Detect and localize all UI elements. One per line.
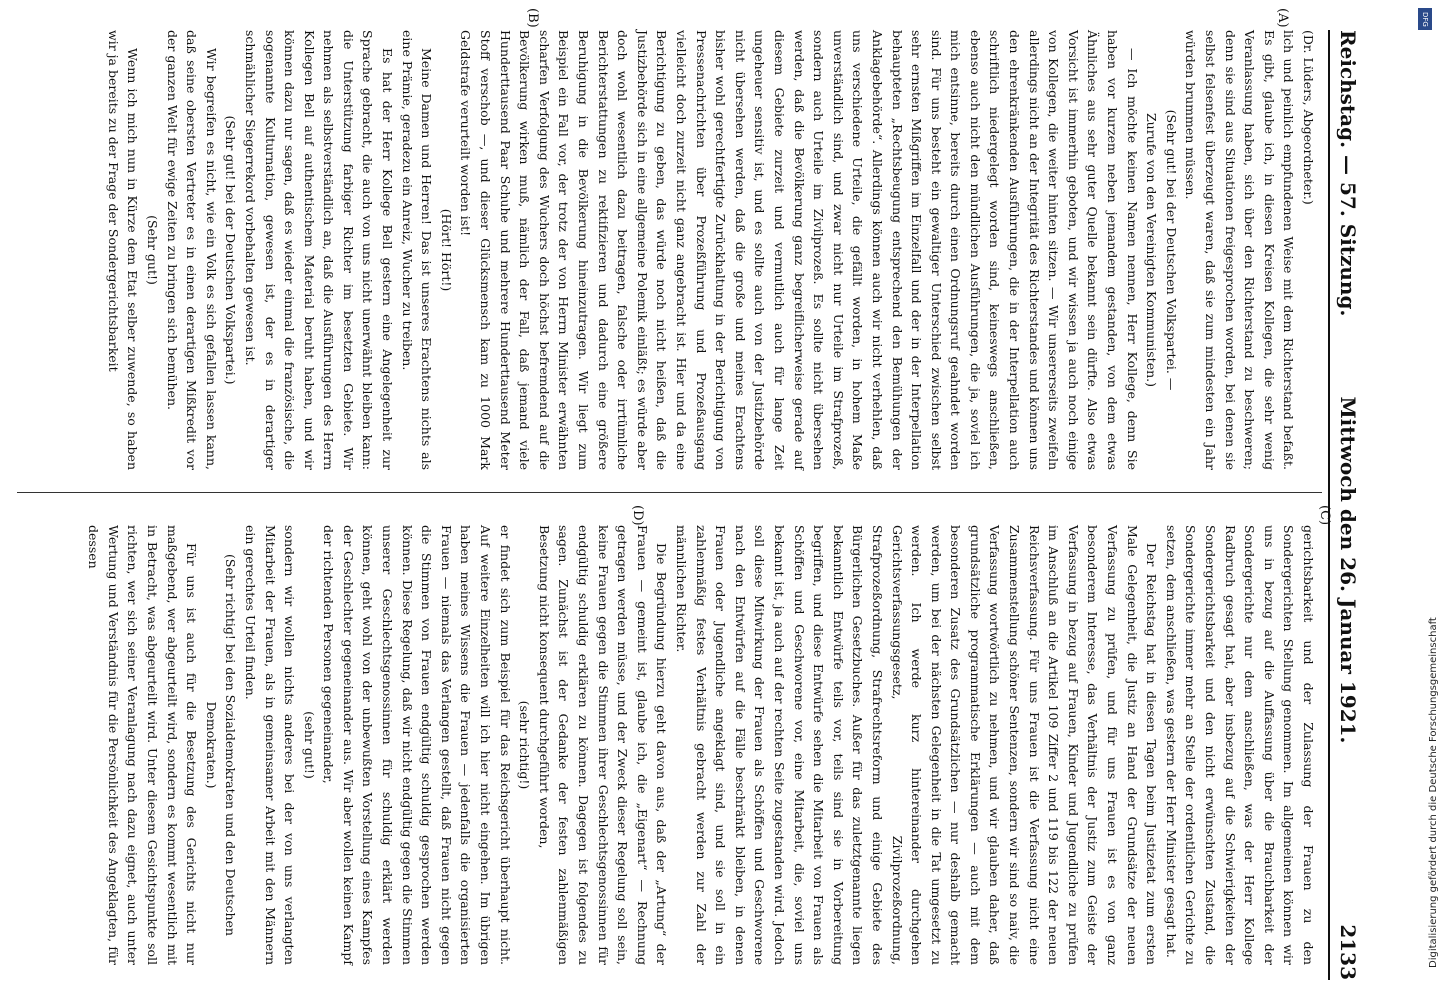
header-left: Reichstag. — 57. Sitzung.	[1336, 30, 1360, 317]
left-column-paragraph: — Ich möchte keinen Namen nennen, Herr Kollege, denn Sie haben vor kurzem neben jemandem gestanden, von dem etwas Ähnliches aus sehr guter Quelle bekannt sein dürfte. Also etwas Vorsicht ist immerhin geboten, und wir wissen ja auch noch einige von Kollegen, die weiter hinten sitzen. — Wir unsererseits zweifeln allerdings nicht an der Integrität des Richterstandes und können uns den ehrenkränkenden Ausführungen, die in der Interpellation auch schriftlich niedergelegt worden sind, keineswegs anschließen, ebenso auch nicht den mündlichen Ausführungen, die ja, soviel ich mich entsinne, bereits durch einen Ordnungsruf geahndet worden sind. Für uns besteht ein gewaltiger Unterschied zwischen selbst sehr ernsten Mißgriffen im Einzelfall und der in der Interpellation behaupteten „Rechtsbeugung entsprechend den Bemühungen der Anklagebehörde“. Allerdings können auch wir nicht verhehlen, daß uns verschiedene Urteile, die gefällt worden, in hohem Maße unverständlich sind, und zwar nicht nur Urteile im Strafprozeß, sondern auch Urteile im Zivilprozeß. Es sollte nicht übersehen werden, daß die Bevölkerung ganz begreiflicherweise gerade auf diesem Gebiete zurzeit und vermutlich auch für lange Zeit ungeheuer sensitiv ist, und es sollte auch von der Justizbehörde nicht übersehen werden, daß die große und meines Erachtens bisher wohl gerechtfertigte Zurückhaltung in der Berichtigung von Pressenachrichten über Prozeßführung und Prozeßausgang vielleicht doch zurzeit nicht ganz angebracht ist. Hier und da eine Berichtigung zu geben, das würde noch nicht heißen, daß die Justizbehörde sich in eine allgemeine Polemik einläßt; es würde aber doch wohl wesentlich dazu beitragen, falsche oder irrtümliche Berichterstattungen zu rektifizieren und dadurch eine größere Beruhigung in die Bevölkerung hineinzutragen. Wir liegt zum Beispiel ein Fall vor, der trotz der von Herrn Minister erwähnten scharfen Verfolgung des Wuchers doch höchst befremdend auf die Bevölkerung wirken muß, nämlich der Fall, daß jemand viele Hunderttausend Paar Schuhe und mehrere Hunderttausend Meter Stoff verschob —, und dieser Glücksmensch kam zu 1000 Mark Geldstrafe verurteilt worden ist!	[458, 30, 1140, 470]
credit-text: Digitalisierung gefördert durch die Deutsche Forschungsgemeinschaft	[1428, 617, 1439, 968]
left-column-paragraph: Zurufe von den Vereinigten Kommunisten.)	[1144, 112, 1160, 387]
page-header	[1328, 30, 1368, 980]
left-column-paragraph: Wenn ich mich nun in Kürze dem Etat selber zuwende, so haben wir ja bereits zu der Frage der Sondergerichtsbarkeit	[105, 30, 141, 470]
right-column-paragraph: sondern wir wollen nichts anderes bei der von uns verlangten Mitarbeit der Frauen, als in gemeinsamer Arbeit mit den Männern ein gerechtes Urteil finden.	[242, 525, 298, 965]
margin-marker-b: (B)	[525, 8, 540, 28]
right-column	[18, 525, 1318, 965]
left-column-paragraph: lich und peinlich empfundenen Weise mit dem Richterstand befaßt. Es gibt, glaube ich, in diesen Kreisen Kollegen, die sehr wenig Veranlassung haben, sich über den Richterstand zu beschweren; denn sie sind aus Situationen freigesprochen worden, bei denen sie selbst felsenfest überzeugt waren, daß sie zum mindesten ein Jahr würden brummen müssen.	[1183, 30, 1297, 470]
left-column	[18, 30, 1318, 470]
right-column-paragraph: Die Begründung hierzu geht davon aus, daß der „Artung“ der Frauen — gemeint ist, glaube ich, die „Eigenart“ — Rechnung getragen werden müsse, und der Zweck dieser Regelung soll sein, keine Frauen gegen die Stimmen ihrer Geschlechtsgenossinnen für endgültig schuldig erklären zu können. Dagegen ist folgendes zu sagen. Zunächst ist der Gedanke der festen zahlenmäßigen Besetzung nicht konsequent durchgeführt worden,	[536, 525, 670, 965]
left-column-paragraph: (Sehr gut!)	[144, 215, 160, 285]
right-column-paragraph: er findet sich zum Beispiel für das Reichsgericht überhaupt nicht. Auf weitere Einzelheiten will ich hier nicht eingehen. Im übrigen haben meines Wissens die Frauen — jedenfalls die organisierten Frauen — niemals das Verlangen gestellt, daß Frauen nicht gegen die Stimmen von Frauen endgültig schuldig gesprochen werden können. Diese Regelung, daß wir nicht endgültig gegen die Stimmen unserer Geschlechtsgenossinnen für schuldig erklärt werden können, geht wohl von der unbewußten Vorstellung eines Kampfes der Geschlechter gegeneinander aus. Wir aber wollen keinen Kampf der richtenden Personen gegeneinander,	[321, 525, 513, 965]
margin-marker-d: (D)	[630, 505, 645, 526]
right-column-paragraph: gerichtsbarkeit und der Zulassung der Frauen zu den Sondergerichten Stellung genommen. Im allgemeinen können wir uns in bezug auf die Auffassung über die Brauchbarkeit der Sondergerichte nur dem anschließen, was der Herr Kollege Radbruch gesagt hat, aber insbezug auf die Schwierigkeiten der Sondergerichtsbarkeit und den nicht erwünschten Zustand, die Sondergerichte immer mehr an Stelle der ordentlichen Gerichte zu setzen, dem anschließen, was gestern der Herr Minister gesagt hat.	[1163, 525, 1316, 965]
left-column-paragraph: (Sehr gut! bei der Deutschen Volkspartei. —	[1163, 109, 1179, 391]
right-column-paragraph: (sehr richtig!)	[517, 700, 533, 790]
header-date: Mittwoch den 26. Januar 1921.	[1336, 396, 1360, 744]
left-column-paragraph: (Dr. Lüders, Abgeordneter.)	[1301, 30, 1316, 205]
margin-marker-c: (C)	[1317, 505, 1332, 526]
column-divider	[17, 492, 1322, 493]
dfg-logo: DFG	[1418, 8, 1432, 30]
left-column-paragraph: Meine Damen und Herren! Das ist unseres Erachtens nichts als eine Prämie, geradezu ein Anreiz, Wucher zu treiben.	[399, 30, 435, 470]
left-column-paragraph: (Sehr gut! bei der Deutschen Volkspartei.)	[223, 115, 239, 385]
left-column-paragraph: (Hört! Hört!)	[438, 208, 454, 292]
right-column-paragraph: Für uns ist auch für die Besetzung des Gerichts nicht nur maßgebend, wer abgeurteilt wird, sondern es kommt wesentlich mit in Betracht, was abgeurteilt wird. Unter diesem Gesichtspunkte soll richten, wer sich seiner Veranlagung nach dazu eignet, auch unter Wertung und Verständnis für die Persönlichkeit des Angeklagten, für dessen	[86, 525, 200, 965]
digitization-credit	[1412, 18, 1439, 978]
page-number: 2133	[1336, 924, 1360, 980]
right-column-paragraph: Der Reichstag hat in diesen Tagen beim Justizetat zum ersten Male Gelegenheit, die Justiz an Hand der Grundsätze der neuen Verfassung zu prüfen, und für uns Frauen ist es von ganz besonderem Interesse, das Verhältnis der Justiz zum Geiste der Verfassung in bezug auf Frauen, Kinder und Jugendliche zu prüfen im Anschluß an die Artikel 109 Ziffer 2 und 119 bis 122 der neuen Reichsverfassung. Für uns Frauen ist die Verfassung nicht eine Zusammenstellung schöner Sentenzen, sondern wir sind so naiv, die Verfassung wortwörtlich zu nehmen, und wir glauben daher, daß grundsätzliche programmatische Erklärungen — auch mit dem besonderen Zusatz des Grundsätzlichen — nur deshalb gemacht werden, um bei der nächsten Gelegenheit in die Tat umgesetzt zu werden. Ich werde kurz hintereinander durchgehen Gerichtsverfassungsgesetz, Zivilprozeßordnung, Strafprozeßordnung, Strafrechtsreform und einige Gebiete des Bürgerlichen Gesetzbuches. Außer für das zuletztgenannte liegen bekanntlich Entwürfe teils vor, teils sind sie in Vorbereitung begriffen, und diese Entwürfe sehen die Mitarbeit von Frauen als Schöffen und Geschworene vor, eine Mitarbeit, die, soviel uns bekannt ist, ja auch auf der rechten Seite zugestanden wird. Jedoch soll diese Mitwirkung der Frauen als Schöffen und Geschworene nach den Entwürfen auf die Fälle beschränkt bleiben, in denen Frauen oder Jugendliche angeklagt sind, und sie soll in ein zahlenmäßig festes Verhältnis gebracht werden zur Zahl der männlichen Richter.	[674, 525, 1160, 965]
margin-marker-a: (A)	[1275, 8, 1290, 28]
right-column-paragraph: (Sehr richtig! bei den Sozialdemokraten und den Deutschen Demokraten.)	[203, 554, 239, 936]
right-column-paragraph: (sehr gut!)	[301, 711, 317, 779]
left-column-paragraph: Es hat der Herr Kollege Bell gestern eine Angelegenheit zur Sprache gebracht, die auch von uns nicht unerwähnt bleiben kann: die Unterstützung farbiger Richter im besetzten Gebiete. Wir nehmen als selbstverständlich an, daß die Ausführungen des Herrn Kollegen Bell auf authentischem Material beruht haben, und wir können dazu nur sagen, daß es wieder einmal die französische, die sogenannte Kulturnation, gewesen ist, der es in derartiger schmählicher Siegerrekord vorbehalten gewesen ist.	[242, 30, 396, 470]
left-column-paragraph: Wir begreifen es nicht, wie ein Volk es sich gefallen lassen kann, daß seine obersten Vertreter es in einen derartigen Mißkredit vor der ganzen Welt für ewige Zeiten zu bringen sich bemühen.	[164, 30, 219, 470]
